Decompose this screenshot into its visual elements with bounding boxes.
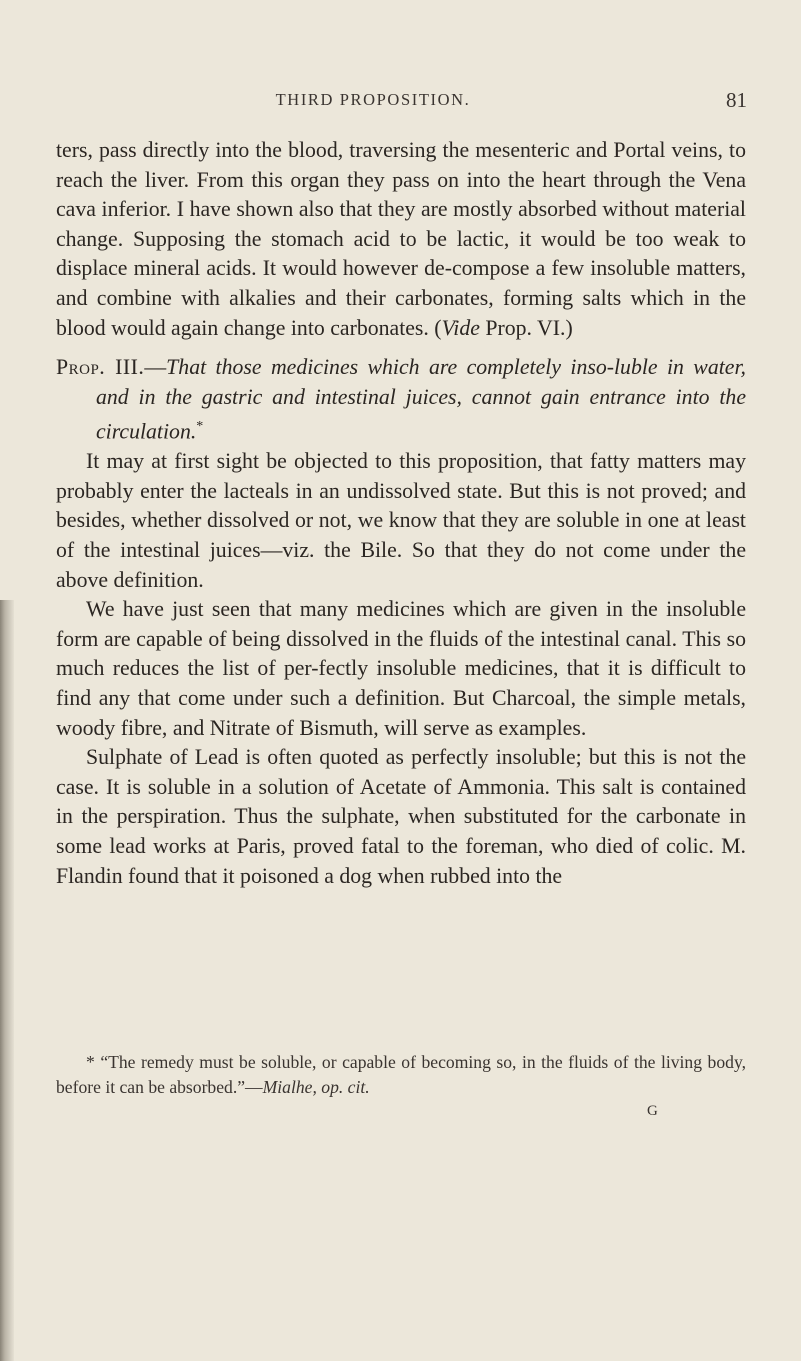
footnote-text: “The remedy must be soluble, or capable of becoming so, in the fluids of the living body, before it can be absorbed.”— [56,1052,746,1097]
page-header [0,88,801,118]
paragraph-objection: It may at first sight be objected to this proposition, that fatty matters may probably enter the lacteals in an undissolved state. But this is not proved; and besides, whether dissolved or not, we know that they are soluble in one at least of the intestinal juices—viz. the Bile. So that they do not come under the above definition. [56,449,746,592]
footnote [56,1050,746,1100]
paragraph-insoluble-medicines: We have just seen that many medicines which are given in the insoluble form are capable of being dissolved in the fluids of the intestinal canal. This so much reduces the list of per-fectly insoluble medicines, that it is difficult to find any that come under such a definition. But Charcoal, the simple metals, woody fibre, and Nitrate of Bismuth, will serve as examples. [56,597,746,740]
vide-reference: Vide [441,315,480,340]
footnote-citation: Mialhe, op. cit. [262,1077,370,1097]
page-number: 81 [726,88,747,112]
body-text [56,136,746,891]
page-edge-shadow [0,600,14,1361]
paragraph-continuation [56,136,746,343]
footnote-mark: * [86,1052,95,1072]
proposition-heading [56,353,746,447]
running-head: THIRD PROPOSITION. [275,90,471,109]
proposition-label: Prop. III. [56,355,145,380]
signature-mark: G [647,1103,658,1119]
paragraph-sulphate-of-lead: Sulphate of Lead is often quoted as perfectly insoluble; but this is not the case. It is soluble in a solution of Acetate of Ammonia. This salt is contained in the perspiration. Thus the sulphate, when substituted for the carbonate in some lead works at Paris, proved fatal to the foreman, who died of colic. M. Flandin found that it poisoned a dog when rubbed into the [56,745,746,888]
proposition-text: That those medicines which are completely inso-luble in water, and in the gastric and intestinal juices, cannot gain entrance into the circulation. [96,355,746,444]
paragraph-text: ters, pass directly into the blood, traversing the mesenteric and Portal veins, to reach the liver. From this organ they pass on into the heart through the Vena cava inferior. I have shown also that they are mostly absorbed without material change. Supposing the stomach acid to be lactic, it would be too weak to displace mineral acids. It would however de-compose a few insoluble matters, and combine with alkalies and their carbonates, forming salts which in the blood would again change into carbonates. ( [56,138,746,340]
proposition-dash: — [144,355,167,380]
paragraph-text-end: Prop. VI.) [479,315,573,340]
footnote-marker: * [196,419,204,435]
